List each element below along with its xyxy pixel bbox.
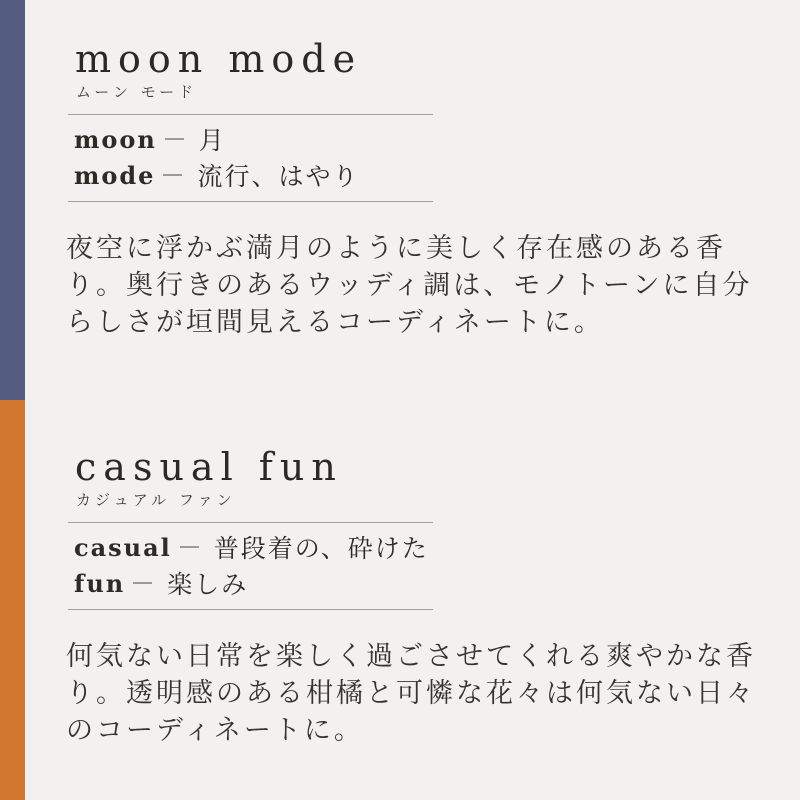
definition-dash: [165, 138, 184, 140]
accent-bar-orange: [0, 400, 25, 800]
section-title: casual fun: [75, 445, 343, 489]
divider-line: [68, 201, 433, 202]
definition-meaning: 流行、はやり: [197, 162, 360, 191]
description-line: り。奥行きのあるウッディ調は、モノトーンに自分: [66, 270, 753, 301]
description-line: らしさが垣間見えるコーディネートに。: [66, 307, 604, 338]
definition-meaning: 普段着の、砕けた: [213, 534, 429, 563]
section-casual-fun: [66, 446, 781, 749]
section-title-kana: ムーン モード: [76, 83, 198, 101]
section-title: moon mode: [75, 37, 363, 81]
definition-list: [74, 529, 781, 601]
description-paragraph: [66, 230, 781, 341]
description-line: り。透明感のある柑橘と可憐な花々は何気ない日々: [66, 678, 756, 709]
definition-row: [74, 565, 781, 601]
definition-meaning: 月: [198, 126, 226, 155]
definition-word: mode: [74, 160, 156, 190]
definition-row: [74, 529, 781, 565]
section-title-kana: カジュアル ファン: [76, 491, 236, 509]
description-line: 何気ない日常を楽しく過ごさせてくれる爽やかな香: [66, 641, 756, 672]
accent-bar-navy: [0, 0, 25, 400]
divider-line: [68, 609, 433, 610]
section-moon-mode: [66, 38, 781, 341]
definition-row: [74, 157, 781, 193]
definition-dash: [133, 582, 152, 584]
definition-word: casual: [74, 532, 172, 562]
description-line: 夜空に浮かぶ満月のように美しく存在感のある香: [66, 233, 726, 264]
definition-dash: [163, 174, 182, 176]
definition-meaning: 楽しみ: [167, 570, 249, 599]
definition-word: fun: [74, 568, 126, 598]
divider-line: [68, 114, 433, 115]
divider-line: [68, 522, 433, 523]
description-paragraph: [66, 638, 781, 749]
definition-word: moon: [74, 124, 157, 154]
definition-dash: [180, 546, 199, 548]
definition-row: [74, 121, 781, 157]
description-line: のコーディネートに。: [66, 715, 364, 746]
definition-list: [74, 121, 781, 193]
